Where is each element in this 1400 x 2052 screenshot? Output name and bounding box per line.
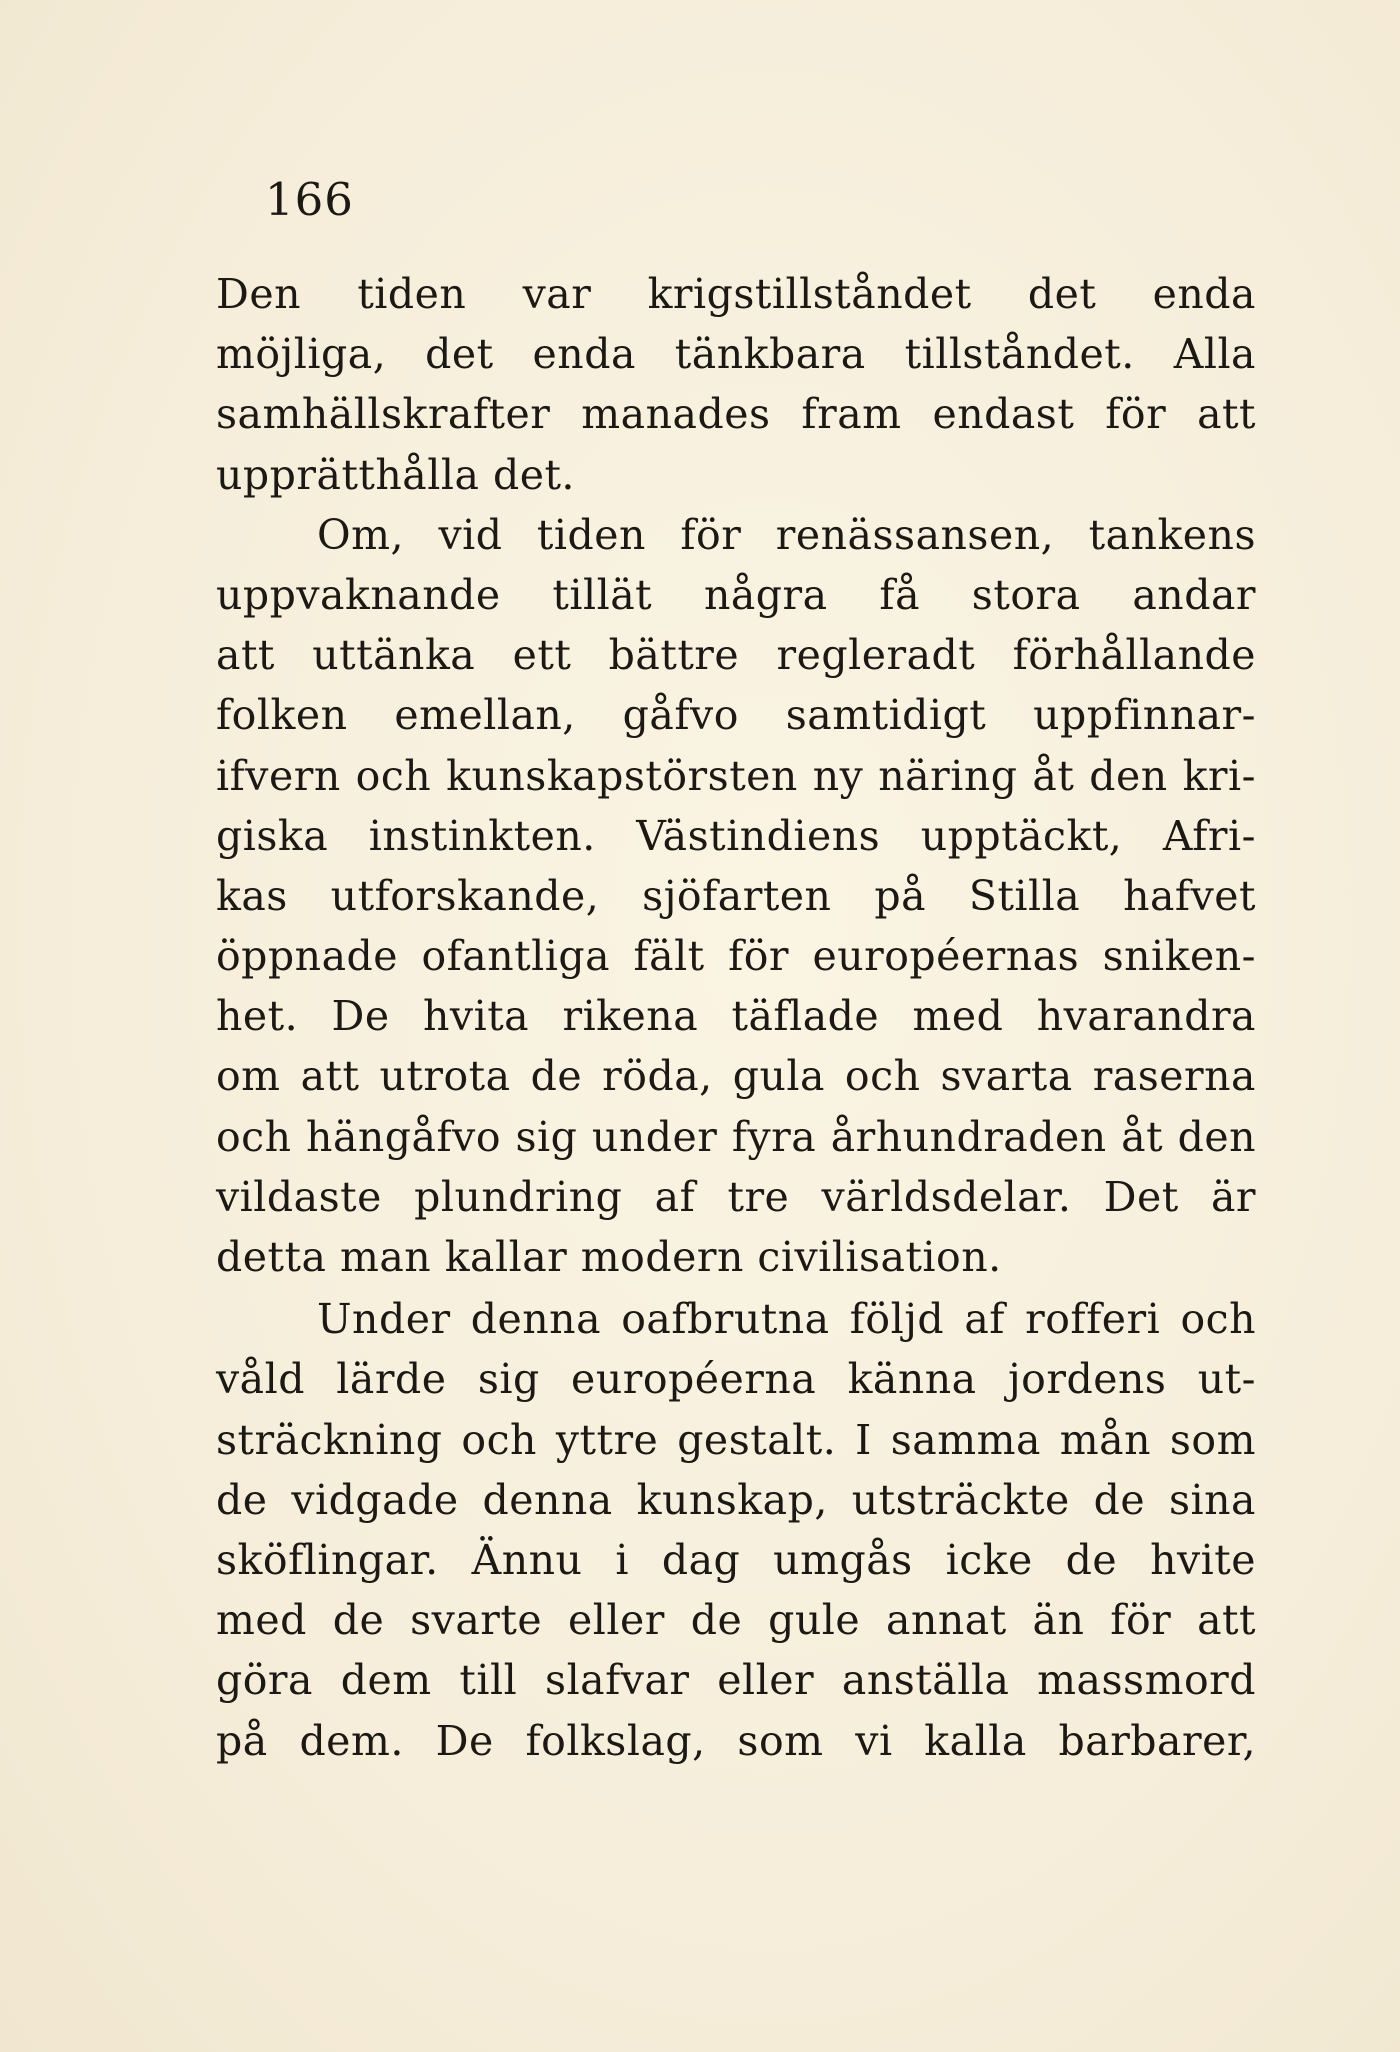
text-line: Om, vid tiden för renässansen, tankens: [317, 510, 1256, 559]
text-line: uppvaknande tillät några få stora andar: [216, 570, 1256, 619]
text-line: upprätthålla det.: [216, 450, 575, 499]
text-line: Under denna oafbrutna följd af rofferi och: [317, 1295, 1256, 1344]
text-line: våld lärde sig européerna känna jordens ut-: [216, 1355, 1256, 1404]
text-line: ifvern och kunskapstörsten ny näring åt den kri-: [216, 751, 1256, 800]
text-line: sträckning och yttre gestalt. I samma mån som: [216, 1415, 1256, 1464]
text-line: öppnade ofantliga fält för européernas sniken-: [216, 932, 1256, 981]
text-line: folken emellan, gåfvo samtidigt uppfinnar-: [216, 691, 1256, 740]
text-line: de vidgade denna kunskap, utsträckte de sina: [216, 1475, 1256, 1524]
text-line: kas utforskande, sjöfarten på Stilla hafvet: [216, 871, 1256, 920]
text-line: vildaste plundring af tre världsdelar. Det är: [216, 1172, 1256, 1221]
text-line: göra dem till slafvar eller anställa massmord: [216, 1656, 1256, 1705]
text-line: att uttänka ett bättre regleradt förhållande: [216, 631, 1256, 680]
text-line: sköflingar. Ännu i dag umgås icke de hvite: [216, 1535, 1256, 1584]
text-line: med de svarte eller de gule annat än för att: [216, 1596, 1256, 1645]
text-line: het. De hvita rikena täflade med hvarandra: [216, 992, 1256, 1041]
text-line: på dem. De folkslag, som vi kalla barbarer,: [216, 1716, 1256, 1765]
page-number: 166: [265, 173, 354, 226]
text-line: detta man kallar modern civilisation.: [216, 1233, 1002, 1281]
body-text: [216, 264, 1256, 1771]
text-line: och hängåfvo sig under fyra århundraden åt den: [216, 1112, 1256, 1161]
text-line: om att utrota de röda, gula och svarta raserna: [216, 1052, 1256, 1101]
text-line: Den tiden var krigstillståndet det enda: [216, 270, 1256, 318]
text-line: samhällskrafter manades fram endast för att: [216, 390, 1256, 439]
text-line: giska instinkten. Västindiens upptäckt, Afri-: [216, 811, 1256, 860]
text-line: möjliga, det enda tänkbara tillståndet. Alla: [216, 330, 1256, 379]
